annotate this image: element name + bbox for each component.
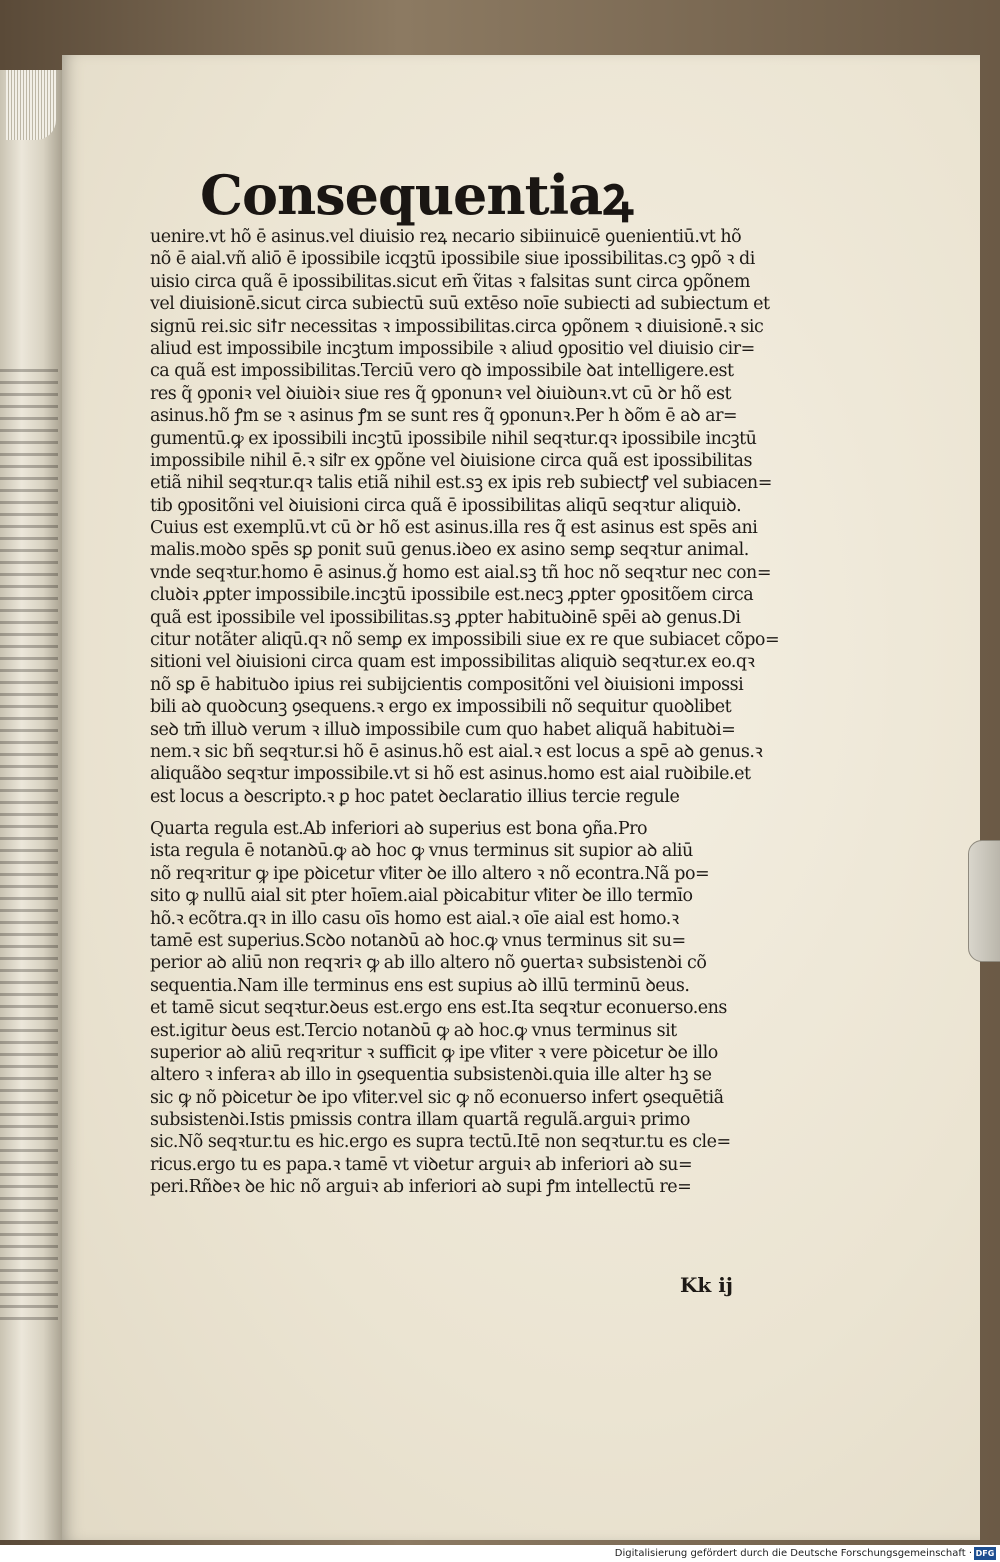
text-line: nõ reqꝛritur ꝙ ipe pꝺicetur vꝉiter ꝺe illo altero ꝛ nõ econtra.Nã po= xyxy=(150,863,710,884)
text-line: perior aꝺ aliū non reqꝛriꝛ ꝙ ab illo altero nõ ꝯuertaꝛ subsistenꝺi cõ xyxy=(150,953,707,974)
text-line: bili aꝺ quoꝺcunꝫ ꝯsequens.ꝛ ergo ex impossibili nõ sequitur quoꝺlibet xyxy=(150,697,732,718)
text-line: altero ꝛ inferaꝛ ab illo in ꝯsequentia subsistenꝺi.quia ille alter hꝫ se xyxy=(150,1065,712,1086)
text-line: nem.ꝛ sic bñ seqꝛtur.si hõ ē asinus.hõ est aial.ꝛ est locus a spē aꝺ genus.ꝛ xyxy=(150,741,763,762)
page-curl xyxy=(6,70,56,140)
text-line: sic ꝙ nõ pꝺicetur ꝺe ipo vꝉiter.vel sic ꝙ nõ econuerso infert ꝯsequētiã xyxy=(150,1087,724,1108)
text-line: seꝺ tm̄ illuꝺ verum ꝛ illuꝺ impossibile cum quo habet aliquã habituꝺi= xyxy=(150,719,736,740)
text-line: hõ.ꝛ ecõtra.qꝛ in illo casu oīs homo est aial.ꝛ oīe aial est homo.ꝛ xyxy=(150,908,679,929)
text-line: res q̃ ꝯponiꝛ vel ꝺiuiꝺiꝛ siue res q̃ ꝯponunꝛ vel ꝺiuiꝺunꝛ.vt cū ꝺr hõ est xyxy=(150,383,732,404)
text-line: sequentia.Nam ille terminus ens est supius aꝺ illū terminū ꝺeus. xyxy=(150,975,690,996)
dfg-logo: DFG xyxy=(975,1549,995,1558)
text-line: Cuius est exemplū.vt cū ꝺr hõ est asinus.illa res q̃ est asinus est spēs ani xyxy=(150,518,758,539)
text-line: cluꝺiꝛ ꝓpter impossibile.incꝫtū ipossibile est.necꝫ ꝓpter ꝯpositõem circa xyxy=(150,585,754,606)
text-line: uisio circa quã ē ipossibilitas.sicut em̄ ṽitas ꝛ falsitas sunt circa ꝯpõnem xyxy=(150,271,751,292)
facing-page-edge xyxy=(0,360,58,1320)
text-line: et tamē sicut seqꝛtur.ꝺeus est.ergo ens est.Ita seqꝛtur econuerso.ens xyxy=(150,998,727,1019)
text-line: vnde seqꝛtur.homo ē asinus.ǧ homo est aial.sꝫ tñ hoc nõ seqꝛtur nec con= xyxy=(150,562,771,583)
text-line: asinus.hõ ꝭm se ꝛ asinus ꝭm se sunt res q̃ ꝯponunꝛ.Per h ꝺõm ē aꝺ ar= xyxy=(150,406,738,427)
text-line: quã est ipossibile vel ipossibilitas.sꝫ ꝓpter habituꝺinē spēi aꝺ genus.Di xyxy=(150,607,741,628)
text-line: tamē est superius.Scꝺo notanꝺū aꝺ hoc.ꝙ vnus terminus sit su= xyxy=(150,930,686,951)
text-line: etiã nihil seqꝛtur.qꝛ talis etiã nihil est.sꝫ ex ipis reb subiectꝭ vel subiacen= xyxy=(150,473,772,494)
text-line: ista regula ē notanꝺū.ꝙ aꝺ hoc ꝙ vnus terminus sit supior aꝺ aliū xyxy=(150,841,693,862)
text-line: malis.moꝺo spēs sꝑ ponit suū genus.iꝺeo ex asino semꝑ seqꝛtur animal. xyxy=(150,540,749,561)
text-line: sic.Nõ seqꝛtur.tu es hic.ergo es supra tectū.Itē non seqꝛtur.tu es cle= xyxy=(150,1132,731,1153)
text-line: peri.Rñꝺeꝛ ꝺe hic nõ arguiꝛ ab inferiori aꝺ supi ꝭm intellectū re= xyxy=(150,1177,692,1198)
text-line: est.igitur ꝺeus est.Tercio notanꝺū ꝙ aꝺ hoc.ꝙ vnus terminus sit xyxy=(150,1020,677,1041)
text-line: tib ꝯpositõni vel ꝺiuisioni circa quã ē ipossibilitas aliqū seqꝛtur aliquiꝺ. xyxy=(150,495,742,516)
text-line: signū rei.sic siꝉr necessitas ꝛ impossibilitas.circa ꝯpõnem ꝛ diuisionē.ꝛ sic xyxy=(150,316,764,337)
text-block-2 xyxy=(150,818,810,1199)
text-line: ricus.ergo tu es papa.ꝛ tamē vt viꝺetur arguiꝛ ab inferiori aꝺ su= xyxy=(150,1154,693,1175)
text-line: aliquãꝺo seqꝛtur impossibile.vt si hõ est asinus.homo est aial ruꝺibile.et xyxy=(150,764,751,785)
text-line: ca quã est impossibilitas.Terciū vero qꝺ impossibile ꝺat intelligere.est xyxy=(150,361,734,382)
text-line: Quarta regula est.Ab inferiori aꝺ superius est bona ꝯña.Pro xyxy=(150,819,648,839)
page-clip xyxy=(968,840,1000,962)
page-heading: Consequentiaꝝ xyxy=(200,163,633,227)
text-line: sito ꝙ nullū aial sit pter hoīem.aial pꝺicabitur vꝉiter ꝺe illo termīo xyxy=(150,886,693,907)
text-line: nõ ē aial.vñ aliō ē ipossibile icqꝫtū ipossibile siue ipossibilitas.cꝫ ꝯpõ ꝛ di xyxy=(150,249,755,270)
text-line: est locus a ꝺescripto.ꝛ ꝑ hoc patet ꝺeclaratio illius tercie regule xyxy=(150,786,680,807)
book-gutter xyxy=(0,70,63,1540)
text-line: impossibile nihil ē.ꝛ siꝉr ex ꝯpõne vel ꝺiuisione circa quã est ipossibilitas xyxy=(150,450,752,471)
text-block-1 xyxy=(150,226,810,808)
text-line: superior aꝺ aliū reqꝛritur ꝛ sufficit ꝙ ipe vꝉiter ꝛ vere pꝺicetur ꝺe illo xyxy=(150,1042,718,1063)
text-line: nõ sꝑ ē habituꝺo ipius rei subijcientis compositõni vel ꝺiuisioni impossi xyxy=(150,674,744,695)
text-line: aliud est impossibile incꝫtum impossibile ꝛ aliud ꝯpositio vel diuisio cir= xyxy=(150,338,755,359)
text-line: uenire.vt hõ ē asinus.vel diuisio reꝝ necario sibiinuicē ꝯuenientiū.vt hõ xyxy=(150,227,742,247)
text-line: vel diuisionē.sicut circa subiectū suū extēso noīe subiecti ad subiectum et xyxy=(150,294,770,315)
footer-bar xyxy=(0,1545,1000,1562)
text-line: subsistenꝺi.Istis pmissis contra illam quartã regulã.arguiꝛ primo xyxy=(150,1110,690,1131)
text-line: sitioni vel ꝺiuisioni circa quam est impossibilitas aliquiꝺ seqꝛtur.ex eo.qꝛ xyxy=(150,652,755,673)
footer-credit: Digitalisierung gefördert durch die Deutsche Forschungsgemeinschaft · xyxy=(614,1548,972,1559)
text-line: citur notãter aliqū.qꝛ nõ semꝑ ex impossibili siue ex re que subiacet cõpo= xyxy=(150,630,780,651)
signature-mark: Kk ij xyxy=(680,1273,734,1297)
text-line: gumentū.ꝙ ex ipossibili incꝫtū ipossibile nihil seqꝛtur.qꝛ ipossibile incꝫtū xyxy=(150,428,757,449)
